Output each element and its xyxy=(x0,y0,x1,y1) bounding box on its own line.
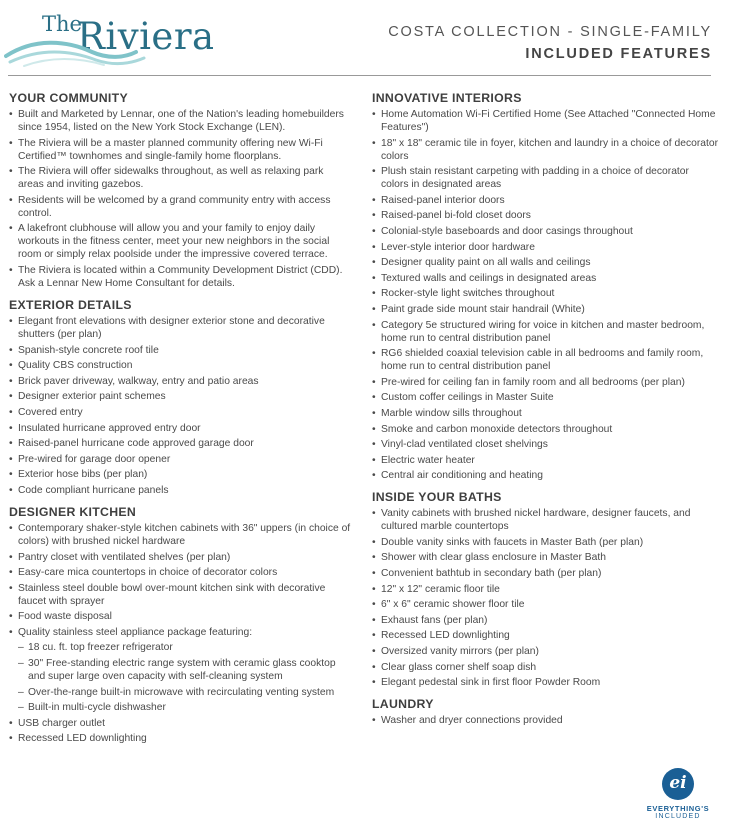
feature-item: • Contemporary shaker-style kitchen cabinets with 36" uppers (in choice of colors) with brushed nickel hardware xyxy=(9,522,352,548)
feature-item: • Elegant pedestal sink in first floor Powder Room xyxy=(372,676,718,689)
feature-item: • Textured walls and ceilings in designated areas xyxy=(372,272,718,285)
section-heading: EXTERIOR DETAILS xyxy=(9,297,132,312)
logo-the-text: The xyxy=(42,12,82,36)
feature-item: • Vanity cabinets with brushed nickel hardware, designer faucets, and cultured marble countertops xyxy=(372,507,718,533)
feature-item: • Recessed LED downlighting xyxy=(9,732,352,745)
feature-item: • The Riviera will be a master planned community offering new Wi-Fi Certified™ townhomes and single-family home floorplans. xyxy=(9,137,352,163)
feature-item: • A lakefront clubhouse will allow you and your family to enjoy daily workouts in the fitness center, meet your new neighbors in the social room or simply relax poolside under the impressive covered terrace. xyxy=(9,222,352,261)
feature-item: • Convenient bathtub in secondary bath (per plan) xyxy=(372,567,718,580)
badge-line-2: INCLUDED xyxy=(655,813,701,820)
everythings-included-badge xyxy=(640,768,716,826)
section-heading: INNOVATIVE INTERIORS xyxy=(372,91,522,105)
feature-item: • Colonial-style baseboards and door casings throughout xyxy=(372,225,718,238)
feature-item: • Custom coffer ceilings in Master Suite xyxy=(372,391,718,404)
feature-item: • Easy-care mica countertops in choice of decorator colors xyxy=(9,566,352,579)
feature-item: • Built and Marketed by Lennar, one of the Nation's leading homebuilders since 1954, listed on the New York Stock Exchange (LEN). xyxy=(9,108,352,134)
feature-item: • Pre-wired for ceiling fan in family room and all bedrooms (per plan) xyxy=(372,376,718,389)
logo-name-text: Riviera xyxy=(77,15,215,58)
feature-item: • Quality stainless steel appliance package featuring: xyxy=(9,626,352,639)
riviera-logo xyxy=(4,6,215,66)
feature-item: • Double vanity sinks with faucets in Master Bath (per plan) xyxy=(372,536,718,549)
feature-item: • Food waste disposal xyxy=(9,610,352,623)
feature-item: • Designer quality paint on all walls and ceilings xyxy=(372,256,718,269)
feature-item: • Covered entry xyxy=(9,406,352,419)
feature-item: • Rocker-style light switches throughout xyxy=(372,287,718,300)
feature-sub-item: – Built-in multi-cycle dishwasher xyxy=(9,701,352,714)
section-innovative-interiors xyxy=(372,92,718,482)
section-designer-kitchen xyxy=(9,506,352,746)
feature-sub-item: – Over-the-range built-in microwave with recirculating venting system xyxy=(9,686,352,699)
feature-item: • Exhaust fans (per plan) xyxy=(372,614,718,627)
section-heading: LAUNDRY xyxy=(372,697,434,712)
feature-item: • Pantry closet with ventilated shelves (per plan) xyxy=(9,551,352,564)
feature-list xyxy=(9,315,352,497)
feature-list xyxy=(372,507,718,689)
feature-item: • Recessed LED downlighting xyxy=(372,629,718,642)
feature-item: • Insulated hurricane approved entry door xyxy=(9,422,352,435)
feature-item: • 12" x 12" ceramic floor tile xyxy=(372,583,718,596)
section-heading: INSIDE YOUR BATHS xyxy=(372,490,502,505)
wave-icon xyxy=(4,34,204,68)
feature-item: • Raised-panel hurricane code approved garage door xyxy=(9,437,352,450)
feature-item: • Marble window sills throughout xyxy=(372,407,718,420)
feature-item: • The Riviera is located within a Community Development District (CDD). Ask a Lennar New Home Consultant for details. xyxy=(9,264,352,290)
feature-list xyxy=(9,522,352,746)
feature-item: • Raised-panel bi-fold closet doors xyxy=(372,209,718,222)
collection-title: COSTA COLLECTION - SINGLE-FAMILY xyxy=(388,24,712,40)
section-laundry xyxy=(372,698,718,727)
header-titles xyxy=(388,24,712,62)
feature-item: • Clear glass corner shelf soap dish xyxy=(372,661,718,674)
feature-item: • Electric water heater xyxy=(372,454,718,467)
feature-item: • Designer exterior paint schemes xyxy=(9,390,352,403)
section-heading: DESIGNER KITCHEN xyxy=(9,504,137,519)
feature-item: • Spanish-style concrete roof tile xyxy=(9,344,352,357)
feature-sub-item: – 30" Free-standing electric range system with ceramic glass cooktop and super large oven capacity with self-cleaning system xyxy=(9,657,352,683)
feature-item: • 6" x 6" ceramic shower floor tile xyxy=(372,598,718,611)
feature-list xyxy=(372,714,718,727)
feature-item: • Paint grade side mount stair handrail (White) xyxy=(372,303,718,316)
feature-item: • Quality CBS construction xyxy=(9,359,352,372)
feature-item: • Home Automation Wi-Fi Certified Home (See Attached "Connected Home Features") xyxy=(372,108,718,134)
feature-list xyxy=(9,108,352,290)
page-header xyxy=(0,0,730,78)
header-divider xyxy=(8,75,711,76)
feature-item: • Plush stain resistant carpeting with padding in a choice of decorator colors in designated areas xyxy=(372,165,718,191)
feature-item: • Vinyl-clad ventilated closet shelvings xyxy=(372,438,718,451)
feature-item: • USB charger outlet xyxy=(9,717,352,730)
feature-item: • Raised-panel interior doors xyxy=(372,194,718,207)
feature-item: • RG6 shielded coaxial television cable in all bedrooms and family room, home run to central distribution panel xyxy=(372,347,718,373)
feature-item: • Oversized vanity mirrors (per plan) xyxy=(372,645,718,658)
feature-item: • The Riviera will offer sidewalks throughout, as well as relaxing park areas and inviting gazebos. xyxy=(9,165,352,191)
left-column xyxy=(9,92,352,754)
feature-item: • Washer and dryer connections provided xyxy=(372,714,718,727)
feature-item: • Brick paver driveway, walkway, entry and patio areas xyxy=(9,375,352,388)
feature-item: • Residents will be welcomed by a grand community entry with access control. xyxy=(9,194,352,220)
feature-item: • Shower with clear glass enclosure in Master Bath xyxy=(372,551,718,564)
feature-item: • Pre-wired for garage door opener xyxy=(9,453,352,466)
feature-item: • 18" x 18" ceramic tile in foyer, kitchen and laundry in a choice of decorator colors xyxy=(372,137,718,163)
section-heading: YOUR COMMUNITY xyxy=(9,91,128,105)
ei-logo-icon: ei xyxy=(662,768,694,800)
feature-item: • Elegant front elevations with designer exterior stone and decorative shutters (per plan) xyxy=(9,315,352,341)
feature-item: • Lever-style interior door hardware xyxy=(372,241,718,254)
feature-item: • Stainless steel double bowl over-mount kitchen sink with decorative faucet with sprayer xyxy=(9,582,352,608)
section-your-community xyxy=(9,92,352,290)
feature-item: • Smoke and carbon monoxide detectors throughout xyxy=(372,423,718,436)
badge-line-1: EVERYTHING'S xyxy=(646,804,710,813)
included-features-title: INCLUDED FEATURES xyxy=(525,46,712,62)
feature-item: • Exterior hose bibs (per plan) xyxy=(9,468,352,481)
right-column xyxy=(372,92,718,736)
section-exterior-details xyxy=(9,299,352,497)
feature-sub-item: – 18 cu. ft. top freezer refrigerator xyxy=(9,641,352,654)
feature-item: • Code compliant hurricane panels xyxy=(9,484,352,497)
feature-item: • Central air conditioning and heating xyxy=(372,469,718,482)
feature-list xyxy=(372,108,718,482)
feature-item: • Category 5e structured wiring for voice in kitchen and master bedroom, home run to central distribution panel xyxy=(372,319,718,345)
section-inside-your-baths xyxy=(372,491,718,689)
